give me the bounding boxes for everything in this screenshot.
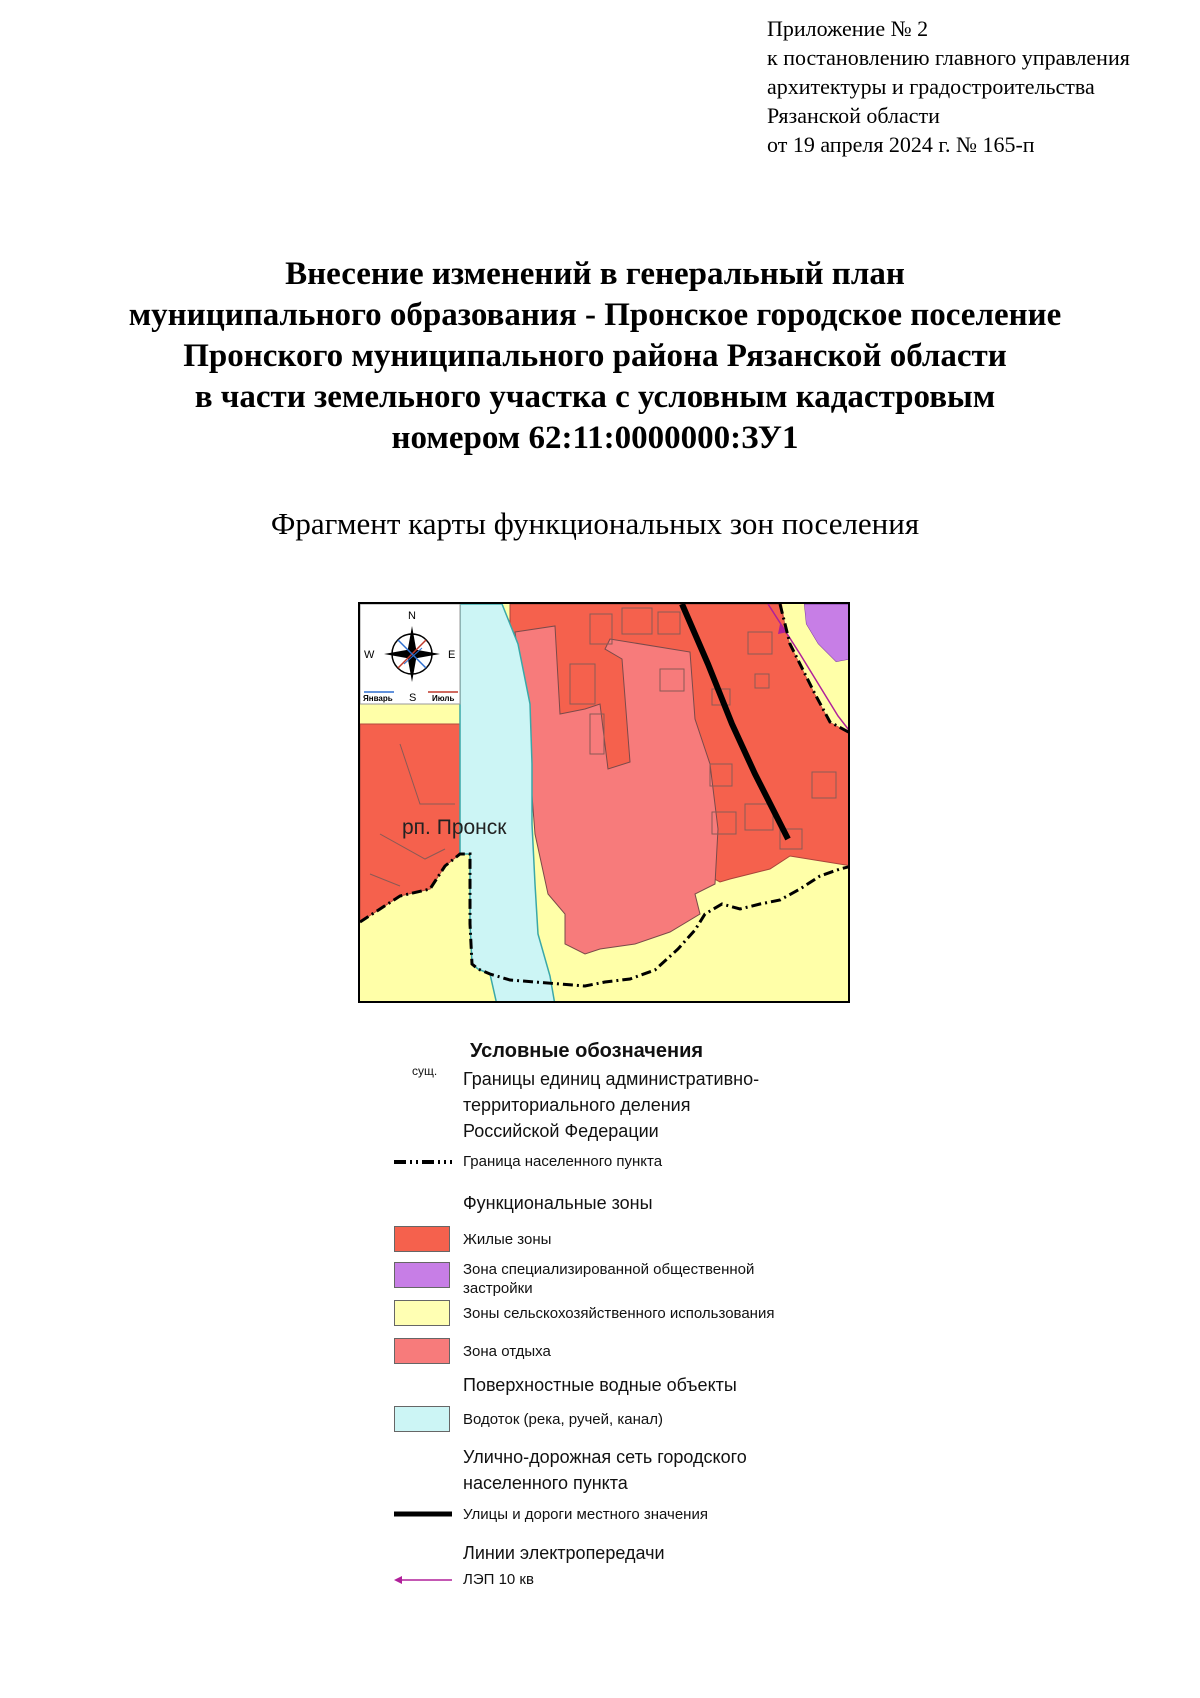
appendix-line-3: архитектуры и градостроительства (767, 74, 1095, 99)
swatch-public (394, 1262, 450, 1288)
map-legend (388, 1040, 816, 1610)
compass-east: E (448, 649, 456, 661)
legend-agricultural: Зоны сельскохозяйственного использования (463, 1305, 775, 1322)
legend-public (463, 1260, 754, 1298)
settlement-boundary-symbol (394, 1157, 452, 1167)
legend-admin-line-1: Границы единиц административно- (463, 1069, 760, 1089)
title-line-3: Пронского муниципального района Рязанской области (183, 338, 1007, 374)
road-symbol (394, 1510, 452, 1518)
legend-functional-zones-heading: Функциональные зоны (463, 1193, 653, 1213)
july-label: Июль (432, 694, 455, 703)
settlement-label: рп. Пронск (402, 816, 507, 839)
appendix-line-2: к постановлению главного управления (767, 45, 1130, 70)
legend-road: Улицы и дороги местного значения (463, 1506, 708, 1523)
legend-power: ЛЭП 10 кв (463, 1571, 534, 1588)
legend-public-line-2: застройки (463, 1280, 533, 1297)
map-canvas (360, 604, 850, 1003)
appendix-line-5: от 19 апреля 2024 г. № 165-п (767, 132, 1035, 157)
compass-north: N (408, 610, 416, 622)
functional-zones-map (358, 602, 850, 1003)
power-line-symbol (394, 1575, 452, 1585)
appendix-line-4: Рязанской области (767, 103, 940, 128)
legend-power-heading: Линии электропередачи (463, 1543, 665, 1563)
legend-road-line-2: населенного пункта (463, 1473, 628, 1493)
legend-admin-line-2: территориального деления (463, 1095, 691, 1115)
title-line-1: Внесение изменений в генеральный план (285, 256, 905, 292)
legend-admin-line-3: Российской Федерации (463, 1121, 659, 1141)
title-line-4: в части земельного участка с условным кадастровым (194, 379, 996, 415)
legend-road-line-1: Улично-дорожная сеть городского (463, 1447, 747, 1467)
legend-existing-mark: сущ. (412, 1064, 438, 1078)
january-label: Январь (363, 694, 393, 703)
swatch-residential (394, 1226, 450, 1252)
legend-admin-boundaries (463, 1066, 759, 1144)
appendix-header (767, 14, 1187, 159)
title-line-5: номером 62:11:0000000:ЗУ1 (391, 420, 799, 456)
legend-settlement-boundary: Граница населенного пункта (463, 1153, 663, 1170)
legend-water: Водоток (река, ручей, канал) (463, 1411, 663, 1428)
swatch-agricultural (394, 1300, 450, 1326)
document-title (40, 254, 1150, 459)
swatch-water (394, 1406, 450, 1432)
appendix-line-1: Приложение № 2 (767, 16, 929, 41)
legend-recreation: Зона отдыха (463, 1343, 551, 1360)
title-line-2: муниципального образования - Пронское городское поселение (128, 297, 1062, 333)
legend-road-heading (463, 1444, 747, 1496)
compass-west: W (364, 649, 375, 661)
swatch-recreation (394, 1338, 450, 1364)
legend-water-heading: Поверхностные водные объекты (463, 1375, 737, 1395)
map-subtitle: Фрагмент карты функциональных зон поселения (270, 506, 920, 541)
legend-residential: Жилые зоны (463, 1231, 552, 1248)
compass-south: S (409, 692, 417, 704)
legend-title: Условные обозначения (470, 1040, 704, 1062)
legend-public-line-1: Зона специализированной общественной (463, 1261, 755, 1278)
